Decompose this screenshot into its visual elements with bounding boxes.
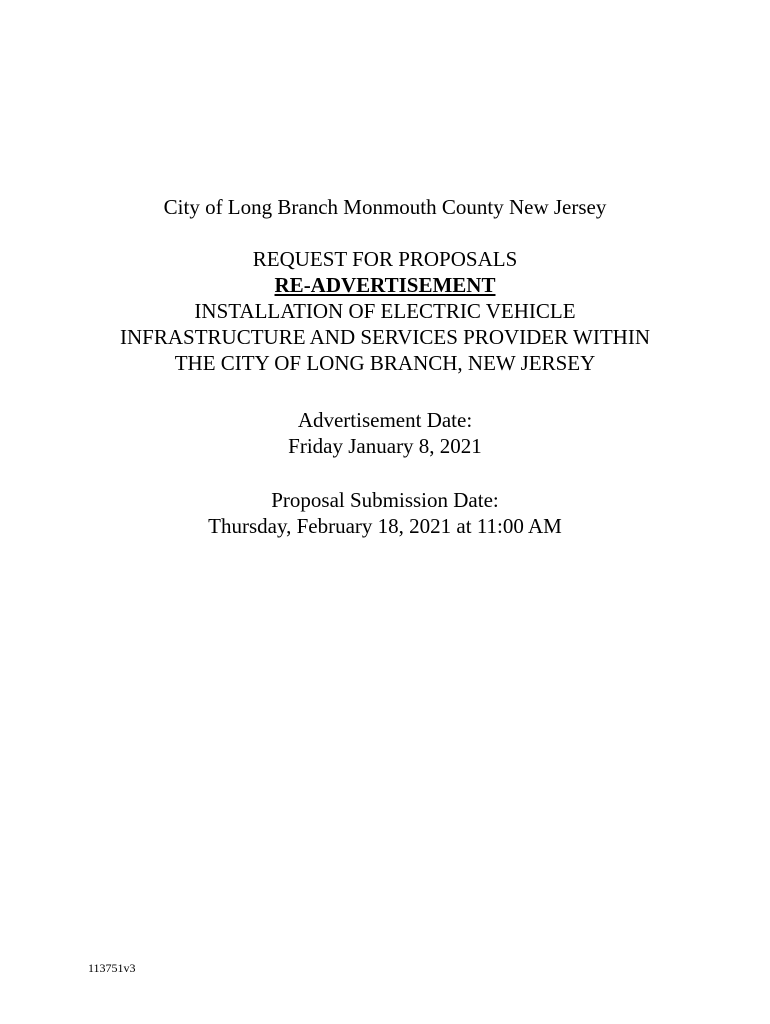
advertisement-date-value: Friday January 8, 2021 bbox=[288, 434, 482, 458]
proposal-submission-date-block bbox=[0, 487, 770, 539]
proposal-submission-date-value: Thursday, February 18, 2021 at 11:00 AM bbox=[208, 514, 562, 538]
document-header bbox=[0, 194, 770, 220]
advertisement-date-block bbox=[0, 407, 770, 459]
document-id: 113751v3 bbox=[88, 961, 136, 975]
advertisement-date-label: Advertisement Date: bbox=[297, 408, 473, 432]
rfp-subject-line-3: THE CITY OF LONG BRANCH, NEW JERSEY bbox=[174, 351, 596, 375]
readvertisement-label: RE-ADVERTISEMENT bbox=[274, 273, 496, 297]
rfp-title-block bbox=[0, 246, 770, 376]
proposal-submission-date-label: Proposal Submission Date: bbox=[271, 488, 499, 512]
rfp-title: REQUEST FOR PROPOSALS bbox=[252, 247, 518, 271]
rfp-subject-line-2: INFRASTRUCTURE AND SERVICES PROVIDER WITHIN bbox=[120, 325, 650, 349]
city-county-heading: City of Long Branch Monmouth County New Jersey bbox=[163, 195, 607, 219]
rfp-subject-line-1: INSTALLATION OF ELECTRIC VEHICLE bbox=[194, 299, 576, 323]
